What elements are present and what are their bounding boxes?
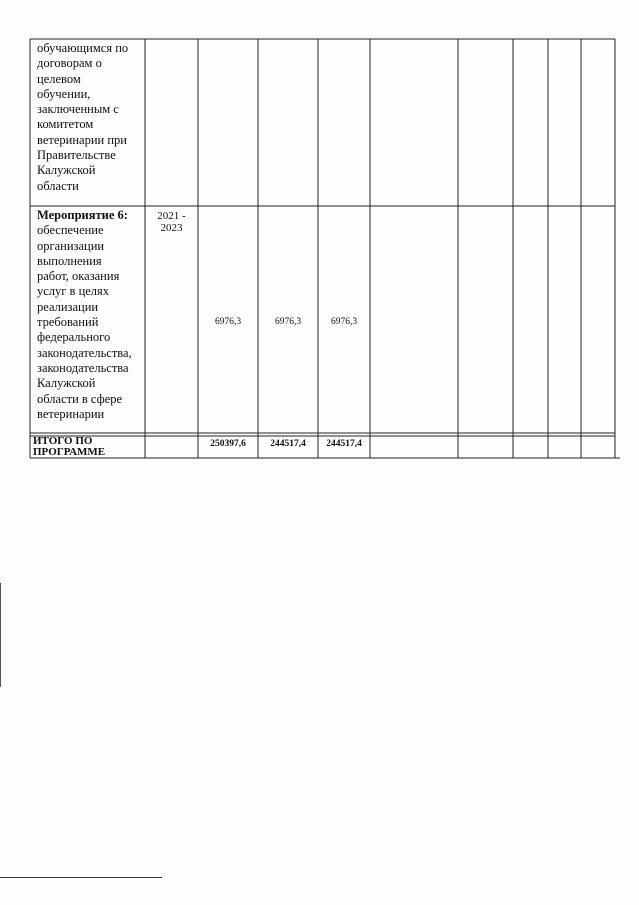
event-6-value-2021: 6976,3 (214, 317, 242, 327)
event-6-period: 2021 - 2023 (157, 210, 186, 234)
event-6-value-2023: 6976,3 (330, 317, 358, 327)
event-6-value-2022: 6976,3 (274, 317, 302, 327)
event-6-title: Мероприятие 6: (37, 208, 128, 222)
scan-margin-line (0, 583, 1, 687)
total-label: ИТОГО ПО ПРОГРАММЕ (33, 435, 106, 458)
continued-row-name: обучающимся по договорам о целевом обучении, заключенным с комитетом ветеринарии при Правительстве Калужской области (37, 41, 129, 193)
footnote-separator (0, 877, 162, 878)
event-6-name-cell (37, 208, 147, 422)
total-value-2021: 250397,6 (210, 439, 246, 449)
total-value-2022: 244517,4 (270, 439, 306, 449)
total-value-2023: 244517,4 (326, 439, 362, 449)
event-6-description: обеспечение организации выполнения работ, оказания услуг в целях реализации требований федерального законодательства, законодательства Калужской области в сфере ветеринарии (37, 223, 132, 421)
